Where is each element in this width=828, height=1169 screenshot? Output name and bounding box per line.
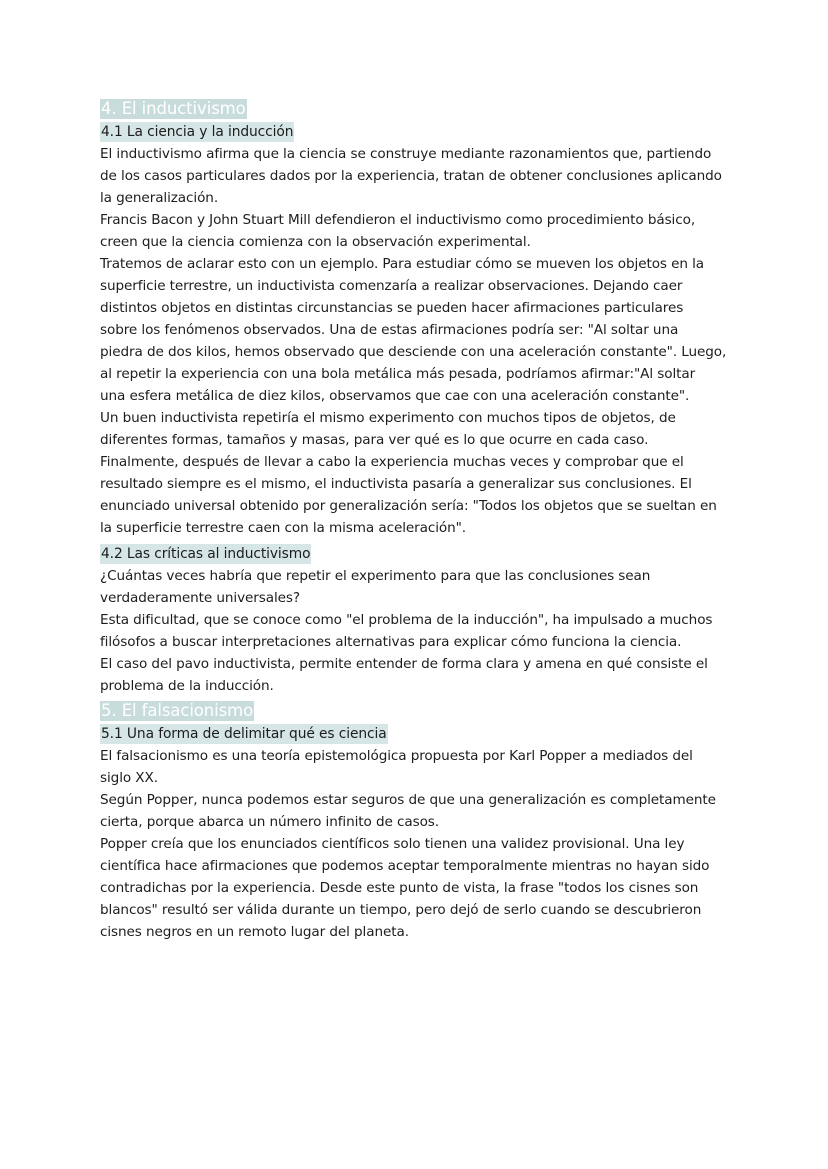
text-line: filósofos a buscar interpretaciones alternativas para explicar cómo funciona la ciencia. — [100, 634, 682, 650]
text-line: ¿Cuántas veces habría que repetir el experimento para que las conclusiones sean — [100, 568, 651, 584]
paragraph — [100, 565, 740, 609]
text-line: al repetir la experiencia con una bola metálica más pesada, podríamos afirmar:"Al soltar — [100, 366, 696, 382]
text-line: enunciado universal obtenido por generalización sería: "Todos los objetos que se sueltan en — [100, 498, 717, 514]
text-line: Según Popper, nunca podemos estar seguros de que una generalización es completamente — [100, 792, 716, 808]
text-line: El falsacionismo es una teoría epistemológica propuesta por Karl Popper a mediados del — [100, 748, 693, 764]
subsection-5-1-body — [100, 745, 740, 943]
subsection-4-1-heading: 4.1 La ciencia y la inducción — [101, 124, 294, 140]
text-line: creen que la ciencia comienza con la observación experimental. — [100, 234, 531, 250]
text-line: problema de la inducción. — [100, 678, 274, 694]
section-4-heading: 4. El inductivismo — [101, 99, 246, 118]
text-line: la superficie terrestre caen con la misma aceleración". — [100, 520, 467, 536]
text-line: resultado siempre es el mismo, el inductivista pasaría a generalizar sus conclusiones. El — [100, 476, 692, 492]
text-line: Francis Bacon y John Stuart Mill defendieron el inductivismo como procedimiento básico, — [100, 212, 696, 228]
text-line: Un buen inductivista repetiría el mismo experimento con muchos tipos de objetos, de — [100, 410, 676, 426]
text-line: El inductivismo afirma que la ciencia se construye mediante razonamientos que, partiendo — [100, 146, 712, 162]
paragraph — [100, 833, 740, 943]
text-line: cisnes negros en un remoto lugar del planeta. — [100, 924, 409, 940]
paragraph — [100, 253, 740, 407]
section-4-heading-row — [100, 99, 740, 121]
paragraph — [100, 653, 740, 697]
text-line: una esfera metálica de diez kilos, observamos que cae con una aceleración constante". — [100, 388, 690, 404]
section-5-heading: 5. El falsacionismo — [101, 701, 254, 720]
text-line: Esta dificultad, que se conoce como "el problema de la inducción", ha impulsado a muchos — [100, 612, 713, 628]
text-line: verdaderamente universales? — [100, 590, 301, 606]
subsection-4-2-body — [100, 565, 740, 697]
text-line: científica hace afirmaciones que podemos aceptar temporalmente mientras no hayan sido — [100, 858, 710, 874]
text-line: Tratemos de aclarar esto con un ejemplo. Para estudiar cómo se mueven los objetos en la — [100, 256, 705, 272]
text-line: Popper creía que los enunciados científicos solo tienen una validez provisional. Una ley — [100, 836, 685, 852]
text-line: la generalización. — [100, 190, 219, 206]
paragraph — [100, 789, 740, 833]
subsection-5-1-heading-row — [100, 723, 740, 745]
text-line: sobre los fenómenos observados. Una de estas afirmaciones podría ser: "Al soltar una — [100, 322, 679, 338]
subsection-4-2-heading: 4.2 Las críticas al inductivismo — [101, 546, 311, 562]
text-line: contradichas por la experiencia. Desde este punto de vista, la frase "todos los cisnes son — [100, 880, 699, 896]
subsection-4-2-heading-row — [100, 543, 740, 565]
subsection-4-1-heading-row — [100, 121, 740, 143]
text-line: piedra de dos kilos, hemos observado que desciende con una aceleración constante". Luego, — [100, 344, 727, 360]
text-line: El caso del pavo inductivista, permite entender de forma clara y amena en qué consiste el — [100, 656, 708, 672]
text-line: siglo XX. — [100, 770, 158, 786]
text-line: distintos objetos en distintas circunstancias se pueden hacer afirmaciones particulares — [100, 300, 684, 316]
subsection-4-1-body — [100, 143, 740, 539]
paragraph — [100, 451, 740, 539]
paragraph — [100, 209, 740, 253]
text-line: cierta, porque abarca un número infinito de casos. — [100, 814, 439, 830]
paragraph — [100, 745, 740, 789]
text-line: de los casos particulares dados por la experiencia, tratan de obtener conclusiones aplicando — [100, 168, 722, 184]
paragraph — [100, 143, 740, 209]
subsection-5-1-heading: 5.1 Una forma de delimitar qué es ciencia — [101, 726, 387, 742]
text-line: blancos" resultó ser válida durante un tiempo, pero dejó de serlo cuando se descubrieron — [100, 902, 702, 918]
text-line: superficie terrestre, un inductivista comenzaría a realizar observaciones. Dejando caer — [100, 278, 683, 294]
section-5-heading-row — [100, 701, 740, 723]
text-line: Finalmente, después de llevar a cabo la experiencia muchas veces y comprobar que el — [100, 454, 684, 470]
text-line: diferentes formas, tamaños y masas, para ver qué es lo que ocurre en cada caso. — [100, 432, 649, 448]
paragraph — [100, 609, 740, 653]
paragraph — [100, 407, 740, 451]
document-content — [100, 99, 740, 943]
